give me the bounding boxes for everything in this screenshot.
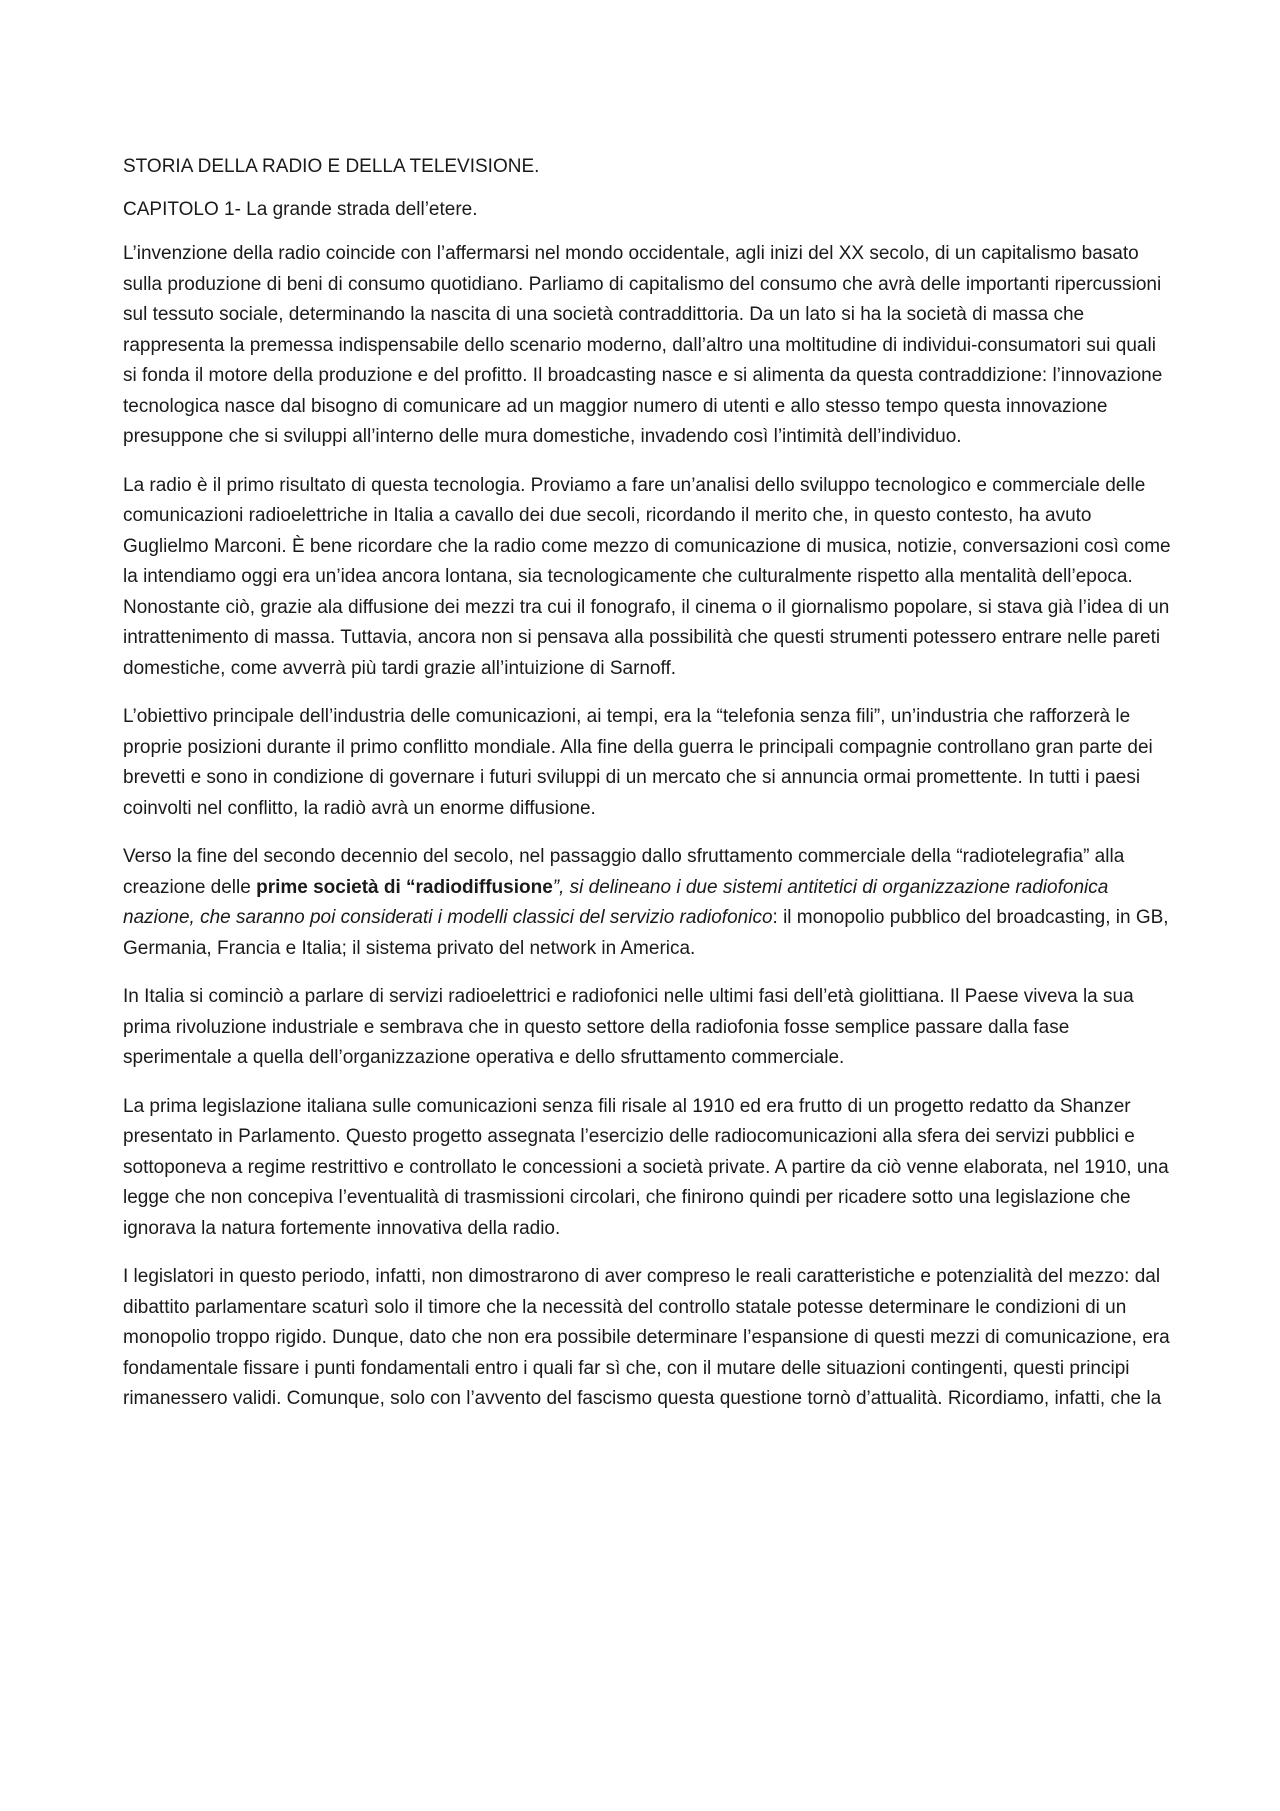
chapter-title: CAPITOLO 1- La grande strada dell’etere.	[123, 198, 478, 220]
paragraph-4-bold: prime società di “radiodiffusione	[256, 876, 553, 898]
paragraph-4-text-a: Verso la fine del secondo decennio del secolo, nel passaggio dallo sfruttamento commerciale della “radiotelegrafia” alla creazione delle	[123, 846, 1125, 898]
paragraph-1: L’invenzione della radio coincide con l’affermarsi nel mondo occidentale, agli inizi del XX secolo, di un capitalismo basato sulla produzione di beni di consumo quotidiano. Parliamo di capitalismo del consumo che avrà delle importanti ripercussioni sul tessuto sociale, determinando la nascita di una società contraddittoria. Da un lato si ha la società di massa che rappresenta la premessa indispensabile dello scenario moderno, dall’altro una moltitudine di individui-consumatori sui quali si fonda il motore della produzione e del profitto. Il broadcasting nasce e si alimenta da questa contraddizione: l’innovazione tecnologica nasce dal bisogno di comunicare ad un maggior numero di utenti e allo stesso tempo questa innovazione presuppone che si sviluppi all’interno delle mura domestiche, invadendo così l’intimità dell’individuo.	[123, 243, 1163, 447]
paragraph-4	[123, 842, 1173, 964]
document-page	[123, 152, 1173, 1433]
paragraph-2: La radio è il primo risultato di questa tecnologia. Proviamo a fare un’analisi dello sviluppo tecnologico e commerciale delle comunicazioni radioelettriche in Italia a cavallo dei due secoli, ricordando il merito che, in questo contesto, ha avuto Guglielmo Marconi. È bene ricordare che la radio come mezzo di comunicazione di musica, notizie, conversazioni così come la intendiamo oggi era un’idea ancora lontana, sia tecnologicamente che culturalmente rispetto alla mentalità dell’epoca. Nonostante ciò, grazie ala diffusione dei mezzi tra cui il fonografo, il cinema o il giornalismo popolare, si stava già l’idea di un intrattenimento di massa. Tuttavia, ancora non si pensava alla possibilità che questi strumenti potessero entrare nelle pareti domestiche, come avverrà più tardi grazie all’intuizione di Sarnoff.	[123, 474, 1171, 679]
paragraph-4-italic: ”, si delineano i due sistemi antitetici di organizzazione radiofonica nazione, che saranno poi considerati i modelli classici del servizio radiofonico	[123, 876, 1109, 928]
paragraph-3: L’obiettivo principale dell’industria delle comunicazioni, ai tempi, era la “telefonia senza fili”, un’industria che rafforzerà le proprie posizioni durante il primo conflitto mondiale. Alla fine della guerra le principali compagnie controllano gran parte dei brevetti e sono in condizione di governare i futuri sviluppi di un mercato che si annuncia ormai promettente. In tutti i paesi coinvolti nel conflitto, la radiò avrà un enorme diffusione.	[123, 706, 1153, 819]
paragraph-4-text-b: : il monopolio pubblico del broadcasting, in GB, Germania, Francia e Italia; il sistema privato del network in America.	[123, 907, 1169, 959]
paragraph-5: In Italia si cominciò a parlare di servizi radioelettrici e radiofonici nelle ultimi fasi dell’età giolittiana. Il Paese viveva la sua prima rivoluzione industriale e sembrava che in questo settore della radiofonia fosse semplice passare dalla fase sperimentale a quella dell’organizzazione operativa e dello sfruttamento commerciale.	[123, 986, 1134, 1068]
paragraph-7: I legislatori in questo periodo, infatti, non dimostrarono di aver compreso le reali caratteristiche e potenzialità del mezzo: dal dibattito parlamentare scaturì solo il timore che la necessità del controllo statale potesse determinare le condizioni di un monopolio troppo rigido. Dunque, dato che non era possibile determinare l’espansione di questi mezzi di comunicazione, era fondamentale fissare i punti fondamentali entro i quali far sì che, con il mutare delle situazioni contingenti, questi principi rimanessero validi. Comunque, solo con l’avvento del fascismo questa questione tornò d’attualità. Ricordiamo, infatti, che la	[123, 1266, 1170, 1409]
document-title: STORIA DELLA RADIO E DELLA TELEVISIONE.	[123, 156, 540, 177]
paragraph-6: La prima legislazione italiana sulle comunicazioni senza fili risale al 1910 ed era frutto di un progetto redatto da Shanzer presentato in Parlamento. Questo progetto assegnata l’esercizio delle radiocomunicazioni alla sfera dei servizi pubblici e sottoponeva a regime restrittivo e controllato le concessioni a società private. A partire da ciò venne elaborata, nel 1910, una legge che non concepiva l’eventualità di trasmissioni circolari, che finirono quindi per ricadere sotto una legislazione che ignorava la natura fortemente innovativa della radio.	[123, 1095, 1169, 1239]
